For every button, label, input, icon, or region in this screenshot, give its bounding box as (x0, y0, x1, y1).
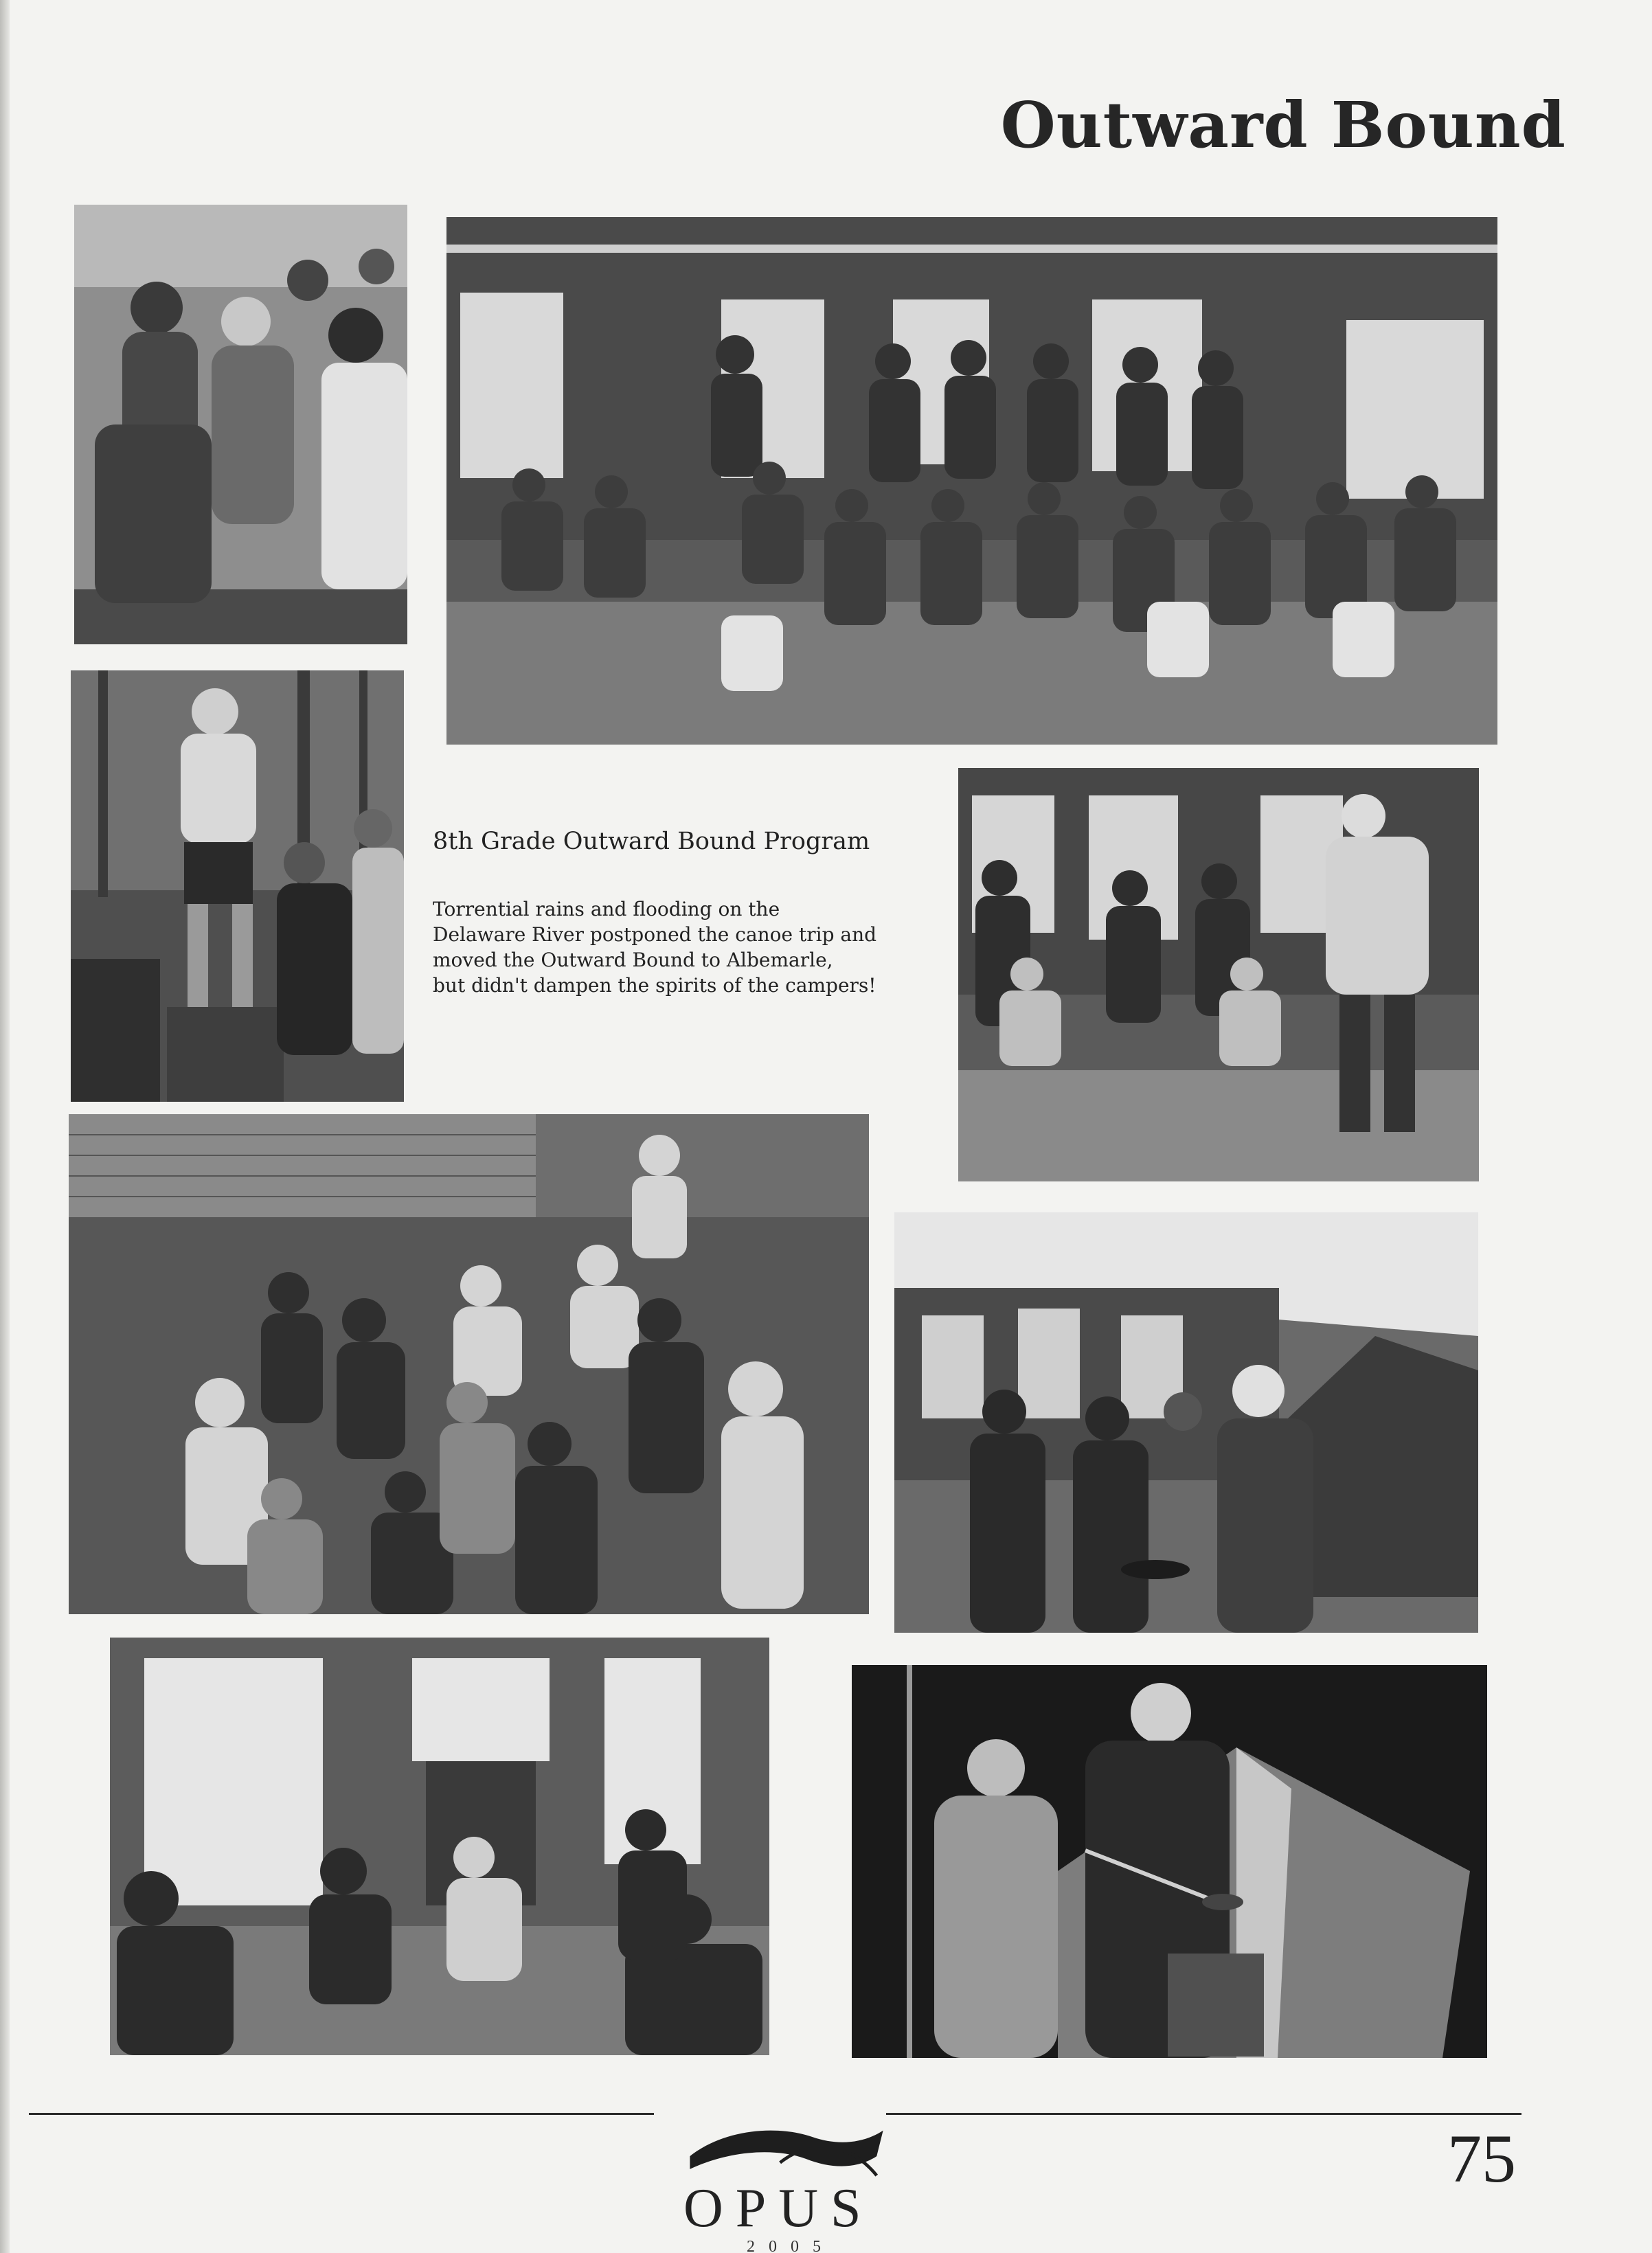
photo-climbing-stump (71, 670, 404, 1102)
page-title: Outward Bound (1000, 88, 1566, 162)
photo-night-cooking (852, 1665, 1487, 2058)
caption-line: moved the Outward Bound to Albemarle, (433, 949, 833, 971)
page-number: 75 (1447, 2120, 1516, 2197)
photo-caption (433, 828, 927, 998)
page-spine-shadow (0, 0, 10, 2253)
logo-word: OPUS (683, 2178, 874, 2239)
caption-line: Torrential rains and flooding on the (433, 898, 780, 920)
photo-chaperones-chairs (110, 1638, 769, 2055)
caption-heading: 8th Grade Outward Bound Program (433, 828, 870, 855)
photo-group-portrait (446, 217, 1497, 745)
caption-line: but didn't dampen the spirits of the campers! (433, 974, 876, 997)
footer-rule-left (29, 2113, 654, 2115)
photo-tent-cooking-day (894, 1212, 1478, 1633)
logo-year: 2005 (747, 2238, 835, 2253)
photo-campers-gathering (74, 205, 407, 644)
photo-campers-courtyard-circle (69, 1114, 869, 1614)
caption-body (433, 896, 927, 998)
opus-logo (670, 2116, 890, 2253)
footer-rule-right (886, 2113, 1521, 2115)
photo-campers-on-steps (958, 768, 1479, 1181)
flag-swoosh-icon (683, 2116, 890, 2177)
caption-line: Delaware River postponed the canoe trip and (433, 923, 877, 946)
